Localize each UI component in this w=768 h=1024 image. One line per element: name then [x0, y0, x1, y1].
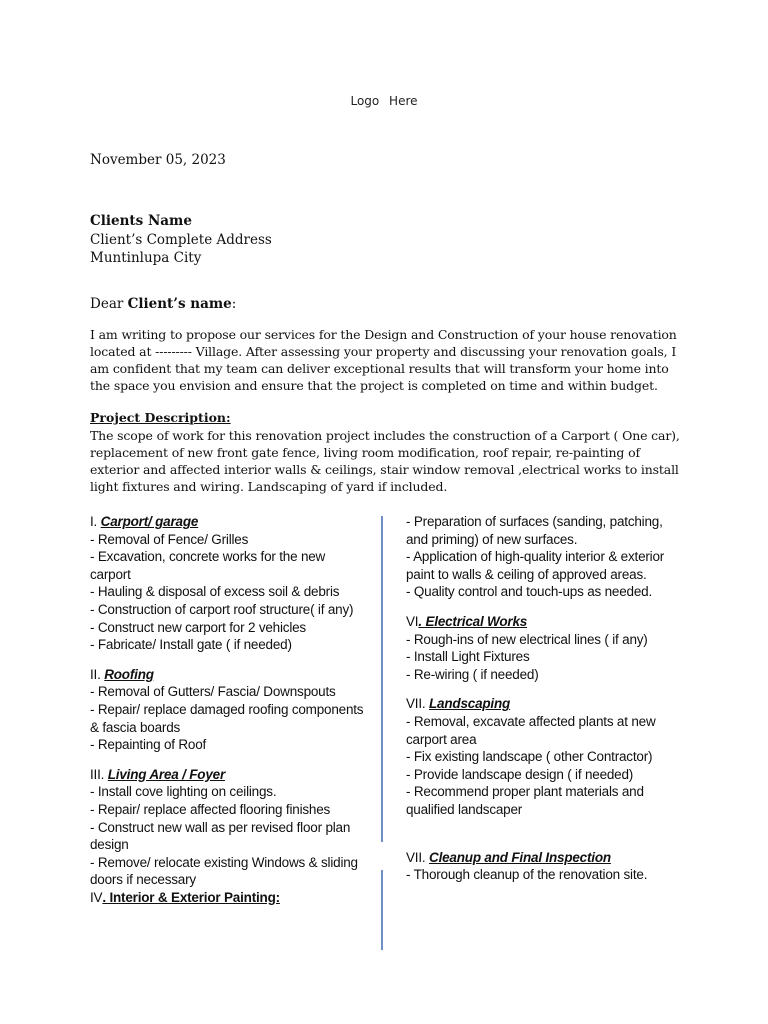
section-number: IV: [90, 889, 103, 905]
list-item: - Repainting of Roof: [90, 737, 207, 753]
list-item: - Construct new carport for 2 vehicles: [90, 619, 306, 635]
salutation-name: Client’s name: [127, 296, 232, 312]
project-description-title: Project Description:: [90, 410, 231, 425]
list-item: - Install cove lighting on ceilings.: [90, 784, 277, 800]
list-item: - Re-wiring ( if needed): [406, 666, 539, 682]
section-number: I.: [90, 514, 101, 529]
list-item: - Rough-ins of new electrical lines ( if any): [406, 631, 648, 647]
client-address: Client’s Complete Address: [90, 231, 272, 248]
section-heading: Living Area / Foyer: [107, 766, 225, 782]
section-heading: Landscaping: [429, 696, 511, 712]
section-number: II.: [90, 666, 105, 682]
column-divider-bottom: [381, 870, 383, 950]
section-title-living-area: [90, 766, 365, 784]
client-city: Muntinlupa City: [90, 250, 202, 266]
list-item: - Removal of Gutters/ Fascia/ Downspouts: [90, 684, 336, 700]
section-heading: Cleanup and Final Inspection: [429, 849, 611, 865]
list-item: - Provide landscape design ( if needed): [406, 766, 634, 782]
list-item: - Excavation, concrete works for the new carport: [90, 549, 326, 582]
list-item: - Removal, excavate affected plants at new carport area: [406, 713, 656, 747]
section-number: III.: [90, 766, 108, 782]
section-title-painting: [90, 889, 365, 907]
list-item: - Quality control and touch-ups as needed.: [406, 584, 653, 600]
list-item: - Hauling & disposal of excess soil & debris: [90, 584, 340, 600]
salutation-suffix: :: [231, 296, 237, 312]
salutation-prefix: Dear: [90, 296, 128, 312]
list-item: - Repair/ replace affected flooring finishes: [90, 801, 331, 817]
salutation: [90, 296, 236, 312]
list-item: - Thorough cleanup of the renovation site.: [406, 867, 648, 883]
section-title-electrical: [406, 613, 686, 631]
list-item: - Construct new wall as per revised floor plan design: [90, 819, 351, 853]
list-item: - Construction of carport roof structure( if any): [90, 601, 354, 617]
section-title-roofing: [90, 666, 365, 684]
section-heading: . Electrical Works: [418, 613, 528, 629]
logo-placeholder: Logo Here: [350, 94, 418, 108]
client-name: Clients Name: [90, 213, 192, 229]
section-number: VII.: [406, 849, 430, 865]
scope-column-left: [90, 513, 365, 906]
list-item: - Remove/ relocate existing Windows & sliding doors if necessary: [90, 854, 358, 888]
list-item: - Preparation of surfaces (sanding, patching, and priming) of new surfaces.: [406, 514, 663, 547]
list-item: - Removal of Fence/ Grilles: [90, 531, 249, 547]
list-item: - Repair/ replace damaged roofing components & fascia boards: [90, 701, 364, 735]
section-heading: Roofing: [104, 666, 154, 682]
section-title-carport: [90, 513, 365, 531]
intro-paragraph: I am writing to propose our services for the Design and Construction of your house renovation located at --------- Village. After assessing your property and discussing your renovation goals, I am confident that my team can deliver exceptional results that will transform your home into the space you envision and ensure that the project is completed on time and within budget.: [90, 327, 677, 393]
project-description-text: The scope of work for this renovation project includes the construction of a Carport ( One car), replacement of new front gate fence, living room modification, roof repair, re-painting of exterior and affected interior walls & ceilings, stair window removal ,electrical works to install light fixtures and wiring. Landscaping of yard if included.: [90, 428, 680, 494]
section-title-landscaping: [406, 695, 686, 713]
column-divider-top: [381, 516, 383, 842]
list-item: - Recommend proper plant materials and qualified landscaper: [406, 784, 644, 817]
scope-column-right: [406, 513, 686, 884]
client-block: [90, 212, 272, 268]
section-number: VII.: [406, 696, 430, 712]
section-heading: Carport/ garage: [100, 514, 199, 529]
list-item: - Install Light Fixtures: [406, 649, 530, 665]
section-number: VI: [406, 613, 419, 629]
list-item: - Fix existing landscape ( other Contractor): [406, 749, 653, 765]
list-item: - Application of high-quality interior & exterior paint to walls & ceiling of approved areas.: [406, 549, 665, 582]
section-title-cleanup: [406, 849, 686, 867]
section-heading: . Interior & Exterior Painting:: [102, 889, 280, 905]
letter-date: November 05, 2023: [90, 152, 226, 168]
list-item: - Fabricate/ Install gate ( if needed): [90, 637, 292, 653]
